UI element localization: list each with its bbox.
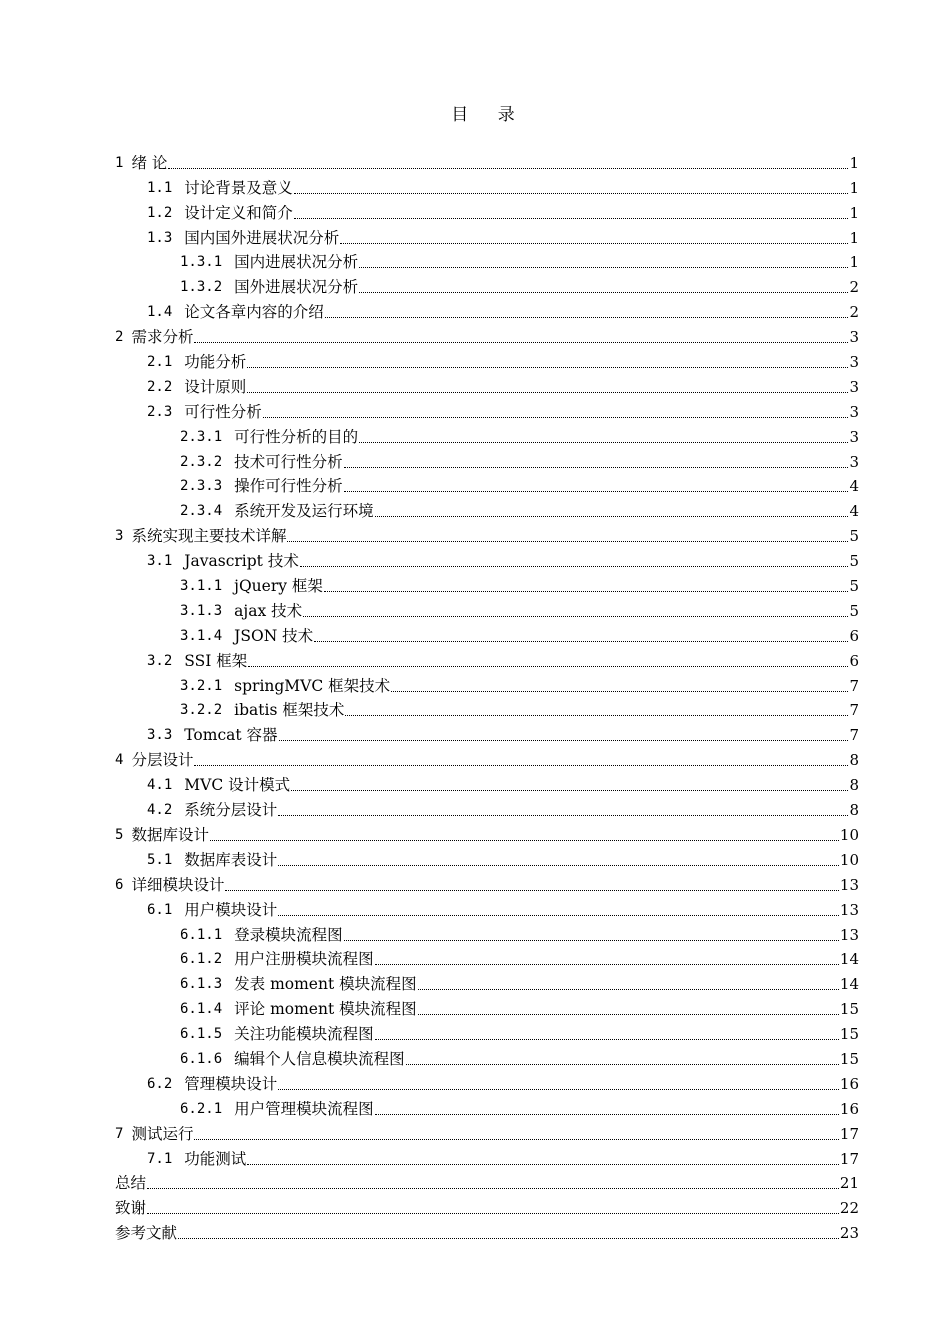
toc-entry-page: 3 <box>849 377 859 396</box>
toc-entry[interactable] <box>115 1044 859 1069</box>
toc-entry-page: 16 <box>839 1099 859 1118</box>
toc-dot-leader <box>359 291 848 293</box>
toc-entry-text: 参考文献 <box>115 1224 178 1243</box>
toc-dot-leader <box>303 615 848 617</box>
toc-entry-text: 论文各章内容的介绍 <box>184 303 324 322</box>
toc-entry[interactable] <box>115 596 859 621</box>
toc-entry-text: 总结 <box>115 1174 147 1193</box>
toc-entry-number: 6.1.6 <box>180 1050 223 1067</box>
toc-entry-number: 6.1.1 <box>180 926 223 943</box>
toc-entry[interactable] <box>115 447 859 472</box>
toc-entry-text: 国内国外进展状况分析 <box>184 228 340 247</box>
toc-entry-number: 6.2.1 <box>180 1100 223 1117</box>
toc-entry-page: 7 <box>849 726 859 745</box>
toc-entry-number: 7.1 <box>147 1150 173 1167</box>
toc-dot-leader <box>314 640 848 642</box>
toc-entry-number: 2.3.2 <box>180 453 223 470</box>
toc-entry-page: 15 <box>839 1000 859 1019</box>
toc-entry[interactable] <box>115 745 859 770</box>
toc-entry-text: 详细模块设计 <box>131 875 225 894</box>
toc-entry-text: SSI 框架 <box>184 651 248 670</box>
toc-entry-text: 讨论背景及意义 <box>184 178 293 197</box>
toc-entry-page: 3 <box>849 452 859 471</box>
toc-entry[interactable] <box>115 820 859 845</box>
toc-title: 目 录 <box>451 105 527 125</box>
toc-entry-page: 5 <box>849 527 859 546</box>
toc-entry[interactable] <box>115 845 859 870</box>
toc-entry[interactable] <box>115 646 859 671</box>
toc-dot-leader <box>225 889 838 891</box>
toc-entry[interactable] <box>115 1193 859 1218</box>
toc-entry-text: 用户管理模块流程图 <box>234 1099 374 1118</box>
toc-entry[interactable] <box>115 969 859 994</box>
toc-dot-leader <box>375 515 849 517</box>
toc-entry-text: 需求分析 <box>131 328 194 347</box>
toc-entry[interactable] <box>115 770 859 795</box>
toc-entry-number: 6 <box>115 876 124 893</box>
toc-entry-number: 1 <box>115 154 124 171</box>
toc-entry-number: 2.3.1 <box>180 428 223 445</box>
toc-entry[interactable] <box>115 1069 859 1094</box>
toc-entry-text: 操作可行性分析 <box>234 477 343 496</box>
toc-dot-leader <box>291 789 848 791</box>
toc-dot-leader <box>147 1187 839 1189</box>
toc-entry[interactable] <box>115 297 859 322</box>
toc-entry-number: 4.1 <box>147 777 173 794</box>
toc-entry[interactable] <box>115 1019 859 1044</box>
toc-entry-text: springMVC 框架技术 <box>234 676 391 695</box>
toc-entry-page: 1 <box>849 203 859 222</box>
toc-dot-leader <box>247 391 848 393</box>
toc-dot-leader <box>194 764 848 766</box>
toc-dot-leader <box>278 1088 839 1090</box>
toc-entry-number: 6.1.2 <box>180 951 223 968</box>
toc-entry-page: 3 <box>849 353 859 372</box>
toc-entry-text: 登录模块流程图 <box>234 925 343 944</box>
toc-entry-page: 1 <box>849 153 859 172</box>
toc-entry-page: 7 <box>849 676 859 695</box>
toc-entry-page: 2 <box>849 278 859 297</box>
toc-dot-leader <box>418 988 839 990</box>
toc-dot-leader <box>168 167 848 169</box>
toc-entry-number: 7 <box>115 1125 124 1142</box>
toc-entry-page: 1 <box>849 228 859 247</box>
toc-entry-page: 5 <box>849 552 859 571</box>
toc-entry[interactable] <box>115 496 859 521</box>
toc-entry-number: 3.1.4 <box>180 627 223 644</box>
toc-entry[interactable] <box>115 1094 859 1119</box>
toc-dot-leader <box>340 242 848 244</box>
toc-dot-leader <box>287 540 848 542</box>
toc-entry-page: 8 <box>849 801 859 820</box>
toc-entry-page: 17 <box>839 1149 859 1168</box>
toc-dot-leader <box>375 1113 839 1115</box>
toc-entry-number: 2.2 <box>147 378 173 395</box>
toc-entry-page: 15 <box>839 1025 859 1044</box>
toc-entry-page: 23 <box>839 1224 859 1243</box>
toc-dot-leader <box>344 939 839 941</box>
toc-entry-number: 3.2.1 <box>180 677 223 694</box>
toc-entry-number: 2.3.4 <box>180 503 223 520</box>
toc-entry-text: Tomcat 容器 <box>184 726 278 745</box>
toc-entry-page: 4 <box>849 477 859 496</box>
toc-entry-number: 3.1.1 <box>180 578 223 595</box>
toc-entry-page: 22 <box>839 1199 859 1218</box>
toc-entry-page: 1 <box>849 253 859 272</box>
toc-entry-text: 可行性分析 <box>184 402 262 421</box>
toc-dot-leader <box>344 466 849 468</box>
toc-entry-number: 1.3.2 <box>180 279 223 296</box>
toc-entry-number: 2 <box>115 329 124 346</box>
toc-dot-leader <box>375 1038 839 1040</box>
toc-entry[interactable] <box>115 223 859 248</box>
toc-entry-page: 5 <box>849 601 859 620</box>
toc-entry-text: 分层设计 <box>131 751 194 770</box>
toc-entry-text: 功能测试 <box>184 1149 247 1168</box>
toc-entry[interactable] <box>115 521 859 546</box>
toc-entry-page: 1 <box>849 178 859 197</box>
toc-entry-number: 6.1.3 <box>180 976 223 993</box>
toc-dot-leader <box>194 1138 838 1140</box>
toc-entry-text: 国内进展状况分析 <box>234 253 359 272</box>
toc-dot-leader <box>278 864 839 866</box>
toc-entry[interactable] <box>115 994 859 1019</box>
toc-entry-number: 6.1.5 <box>180 1026 223 1043</box>
toc-entry-number: 1.1 <box>147 179 173 196</box>
toc-dot-leader <box>359 266 848 268</box>
toc-entry[interactable] <box>115 1169 859 1194</box>
toc-dot-leader <box>247 366 848 368</box>
toc-entry-page: 14 <box>839 975 859 994</box>
toc-entry-number: 2.1 <box>147 354 173 371</box>
toc-dot-leader <box>210 839 839 841</box>
toc-entry[interactable] <box>115 696 859 721</box>
toc-entry-number: 3.2.2 <box>180 702 223 719</box>
toc-entry-page: 13 <box>839 875 859 894</box>
toc-entry-text: 系统实现主要技术详解 <box>131 527 287 546</box>
toc-entry-text: 评论 moment 模块流程图 <box>234 1000 417 1019</box>
toc-entry-page: 14 <box>839 950 859 969</box>
toc-entry[interactable] <box>115 248 859 273</box>
toc-dot-leader <box>294 192 849 194</box>
toc-entry-text: 管理模块设计 <box>184 1074 278 1093</box>
toc-entry-number: 2.3 <box>147 403 173 420</box>
toc-entry-text: 设计原则 <box>184 377 247 396</box>
toc-entry-number: 3 <box>115 528 124 545</box>
toc-dot-leader <box>147 1212 839 1214</box>
toc-entry-page: 21 <box>839 1174 859 1193</box>
toc-entry[interactable] <box>115 895 859 920</box>
toc-entry[interactable] <box>115 372 859 397</box>
toc-entry[interactable] <box>115 870 859 895</box>
toc-entry-page: 3 <box>849 328 859 347</box>
toc-entry-text: 用户注册模块流程图 <box>234 950 374 969</box>
toc-entry[interactable] <box>115 1218 859 1243</box>
toc-entry-number: 1.2 <box>147 204 173 221</box>
toc-entry-text: 数据库设计 <box>131 825 209 844</box>
toc-dot-leader <box>325 316 849 318</box>
toc-entry-page: 5 <box>849 577 859 596</box>
toc-dot-leader <box>391 690 848 692</box>
toc-entry-number: 1.3.1 <box>180 254 223 271</box>
toc-entry-page: 6 <box>849 626 859 645</box>
toc-entry-text: 测试运行 <box>131 1124 194 1143</box>
toc-dot-leader <box>279 739 849 741</box>
toc-entry-number: 6.2 <box>147 1075 173 1092</box>
toc-entry[interactable] <box>115 173 859 198</box>
toc-entry-number: 5 <box>115 826 124 843</box>
toc-entry-page: 6 <box>849 651 859 670</box>
toc-entry-text: Javascript 技术 <box>184 552 299 571</box>
toc-entry-number: 3.1 <box>147 553 173 570</box>
toc-entry[interactable] <box>115 472 859 497</box>
toc-entry-number: 3.1.3 <box>180 602 223 619</box>
toc-entry[interactable] <box>115 272 859 297</box>
toc-entry-text: 用户模块设计 <box>184 900 278 919</box>
toc-entry[interactable] <box>115 322 859 347</box>
toc-entry-text: 编辑个人信息模块流程图 <box>234 1049 405 1068</box>
toc-entry-page: 4 <box>849 502 859 521</box>
toc-dot-leader <box>375 963 839 965</box>
toc-entry-number: 1.3 <box>147 229 173 246</box>
toc-entry-page: 3 <box>849 427 859 446</box>
toc-entry[interactable] <box>115 198 859 223</box>
toc-entry-text: 致谢 <box>115 1199 147 1218</box>
toc-entry-text: 发表 moment 模块流程图 <box>234 975 417 994</box>
toc-dot-leader <box>324 590 849 592</box>
toc-dot-leader <box>194 341 848 343</box>
toc-dot-leader <box>247 1163 839 1165</box>
toc-entry-number: 3.2 <box>147 652 173 669</box>
toc-entry-text: MVC 设计模式 <box>184 776 291 795</box>
toc-dot-leader <box>278 914 839 916</box>
toc-entry-number: 5.1 <box>147 851 173 868</box>
toc-entry[interactable] <box>115 671 859 696</box>
toc-entry-page: 16 <box>839 1074 859 1093</box>
toc-entry-text: 设计定义和简介 <box>184 203 293 222</box>
toc-entry[interactable] <box>115 347 859 372</box>
toc-entry[interactable] <box>115 920 859 945</box>
toc-entry-page: 8 <box>849 776 859 795</box>
toc-entry-page: 15 <box>839 1049 859 1068</box>
toc-entry-number: 1.4 <box>147 304 173 321</box>
toc-entry-number: 6.1 <box>147 901 173 918</box>
toc-dot-leader <box>263 416 849 418</box>
toc-dot-leader <box>345 714 848 716</box>
toc-entry-page: 17 <box>839 1124 859 1143</box>
toc-entry-text: 关注功能模块流程图 <box>234 1025 374 1044</box>
toc-entry[interactable] <box>115 546 859 571</box>
toc-entry[interactable] <box>115 720 859 745</box>
toc-entry[interactable] <box>115 1119 859 1144</box>
toc-entry[interactable] <box>115 1144 859 1169</box>
toc-entry-text: 功能分析 <box>184 353 247 372</box>
toc-entry-number: 2.3.3 <box>180 478 223 495</box>
toc-entry-text: 系统开发及运行环境 <box>234 502 374 521</box>
toc-dot-leader <box>294 217 849 219</box>
toc-entry-page: 10 <box>839 825 859 844</box>
toc-entry-text: 绪 论 <box>131 153 168 172</box>
toc-dot-leader <box>344 490 849 492</box>
toc-entry[interactable] <box>115 795 859 820</box>
toc-entry-text: 国外进展状况分析 <box>234 278 359 297</box>
toc-entry[interactable] <box>115 397 859 422</box>
toc-entry-text: 可行性分析的目的 <box>234 427 359 446</box>
toc-list <box>115 148 859 1243</box>
toc-entry-number: 3.3 <box>147 727 173 744</box>
toc-entry-number: 4.2 <box>147 802 173 819</box>
toc-dot-leader <box>406 1063 839 1065</box>
toc-dot-leader <box>300 565 849 567</box>
toc-dot-leader <box>248 665 848 667</box>
toc-dot-leader <box>178 1237 839 1239</box>
toc-entry[interactable] <box>115 945 859 970</box>
toc-entry-page: 10 <box>839 850 859 869</box>
toc-entry[interactable] <box>115 571 859 596</box>
toc-entry-number: 6.1.4 <box>180 1001 223 1018</box>
toc-entry-page: 8 <box>849 751 859 770</box>
toc-entry-text: jQuery 框架 <box>234 577 323 596</box>
toc-entry-page: 13 <box>839 900 859 919</box>
toc-entry-text: 数据库表设计 <box>184 850 278 869</box>
toc-entry[interactable] <box>115 621 859 646</box>
toc-entry-number: 4 <box>115 752 124 769</box>
toc-entry-page: 3 <box>849 402 859 421</box>
toc-entry-page: 13 <box>839 925 859 944</box>
toc-entry-text: 系统分层设计 <box>184 801 278 820</box>
toc-dot-leader <box>359 441 848 443</box>
toc-entry-text: ibatis 框架技术 <box>234 701 345 720</box>
toc-entry[interactable] <box>115 148 859 173</box>
toc-entry-page: 2 <box>849 303 859 322</box>
toc-entry-text: JSON 技术 <box>234 626 314 645</box>
toc-dot-leader <box>418 1013 839 1015</box>
toc-entry[interactable] <box>115 422 859 447</box>
toc-entry-page: 7 <box>849 701 859 720</box>
toc-entry-text: ajax 技术 <box>234 601 303 620</box>
toc-entry-text: 技术可行性分析 <box>234 452 343 471</box>
toc-dot-leader <box>278 814 848 816</box>
